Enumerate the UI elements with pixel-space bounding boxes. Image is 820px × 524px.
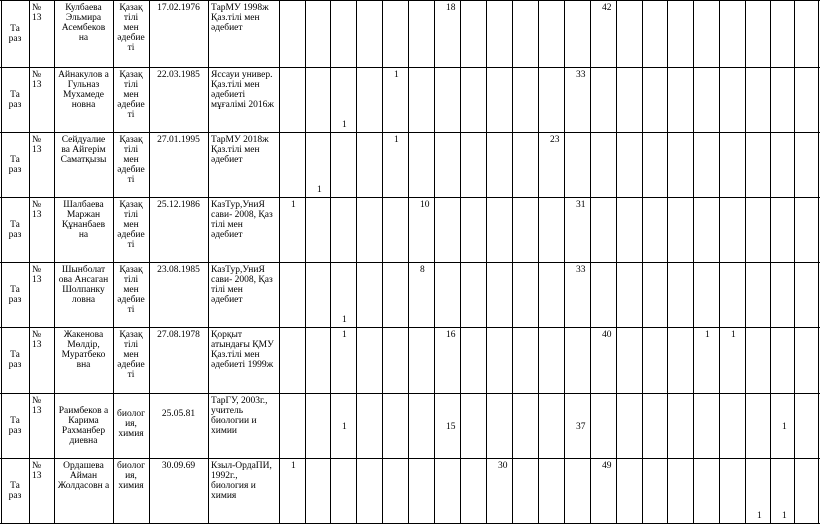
birth-date: 17.02.1976 (157, 3, 200, 13)
score-value: 1 (394, 135, 399, 145)
score-value: 1 (394, 70, 399, 80)
school-cell: № 13 (32, 461, 42, 481)
score-value: 49 (602, 461, 612, 471)
education-cell: ТарМУ 1998ж Қаз.тілі мен әдебиет (211, 3, 269, 33)
city-cell: Та раз (8, 350, 22, 370)
school-cell: № 13 (32, 200, 42, 220)
school-cell: № 13 (32, 135, 42, 155)
teacher-name: Ордашева Айман Жолдасовн а (57, 461, 110, 491)
subject-cell: биолог ия, химия (117, 461, 145, 491)
birth-date: 25.05.81 (161, 409, 196, 419)
school-cell: № 13 (32, 330, 42, 350)
teacher-name: Кулбаева Эльмира Асембеков на (61, 3, 106, 43)
score-value: 33 (576, 70, 586, 80)
score-value: 1 (782, 511, 787, 521)
score-value: 1 (342, 422, 347, 432)
score-value: 31 (576, 200, 586, 210)
city-cell: Та раз (8, 480, 22, 501)
teacher-name: Жакенова Мөлдір, Муратбеко вна (61, 330, 106, 370)
education-cell: ТарГУ, 2003г., учитель биологии и химии (211, 396, 268, 436)
education-cell: Қорқыт атындағы ҚМУ Қаз.тілі мен әдебиеті 1999ж (211, 330, 274, 370)
subject-cell: Қазақ тілі мен әдебие ті (117, 70, 145, 120)
teacher-name: Шынболат ова Ансаган Шолпанку ловна (58, 265, 109, 305)
school-cell: № 13 (32, 3, 42, 23)
subject-cell: Қазақ тілі мен әдебие ті (117, 330, 145, 380)
score-value: 16 (446, 330, 456, 340)
city-cell: Та раз (8, 154, 22, 175)
birth-date: 27.08.1978 (157, 330, 200, 340)
subject-cell: Қазақ тілі мен әдебие ті (117, 265, 145, 315)
city-cell: Та раз (8, 415, 22, 436)
school-cell: № 13 (32, 70, 42, 90)
score-value: 1 (291, 200, 296, 210)
teacher-name: Раимбеков а Карима Рахманбер диевна (58, 406, 109, 446)
teacher-name: Шалбаева Маржан Құнанбаев на (61, 200, 106, 240)
subject-cell: Қазақ тілі мен әдебие ті (117, 3, 145, 53)
score-value: 33 (576, 265, 586, 275)
score-value: 1 (342, 120, 347, 130)
score-value: 1 (757, 511, 762, 521)
score-value: 1 (731, 330, 736, 340)
education-cell: КазТур,УниЯ сави- 2008, Қаз тілі мен әдебиет (211, 200, 273, 240)
school-cell: № 13 (32, 265, 42, 285)
score-value: 15 (446, 422, 456, 432)
subject-cell: биолог ия, химия (117, 409, 145, 439)
education-cell: КазТур,УниЯ сави- 2008, Қаз тілі мен әдебиет (211, 265, 273, 305)
score-value: 1 (342, 315, 347, 325)
teacher-name: Сейдуалие ва Айгерім Саматқызы (60, 135, 107, 165)
school-cell: № 13 (32, 396, 42, 416)
score-value: 40 (602, 330, 612, 340)
score-value: 18 (446, 3, 456, 13)
city-cell: Та раз (8, 219, 22, 240)
score-value: 23 (550, 135, 560, 145)
score-value: 1 (342, 330, 347, 340)
city-cell: Та раз (8, 23, 22, 44)
education-cell: ТарМУ 2018ж Қаз.тілі мен әдебиет (211, 135, 269, 165)
birth-date: 27.01.1995 (157, 135, 200, 145)
birth-date: 25.12.1986 (157, 200, 200, 210)
score-value: 42 (602, 3, 612, 13)
birth-date: 23.08.1985 (157, 265, 200, 275)
score-value: 1 (705, 330, 710, 340)
score-value: 10 (420, 200, 430, 210)
education-cell: Кзыл-ОрдаПИ, 1992г., биология и химия (211, 461, 272, 501)
birth-date: 30.09.69 (161, 461, 196, 471)
education-cell: Яссауи универ. Қаз.тілі мен әдебиеті мұғалімі 2016ж (211, 70, 274, 110)
city-cell: Та раз (8, 89, 22, 110)
teacher-name: Айнакулов а Гульназ Мухамеде новна (58, 70, 109, 110)
score-value: 37 (576, 422, 586, 432)
score-value: 1 (317, 185, 322, 195)
score-value: 1 (782, 422, 787, 432)
subject-cell: Қазақ тілі мен әдебие ті (117, 200, 145, 250)
score-value: 8 (420, 265, 425, 275)
score-value: 30 (498, 461, 508, 471)
city-cell: Та раз (8, 284, 22, 305)
score-value: 1 (291, 461, 296, 471)
birth-date: 22.03.1985 (157, 70, 200, 80)
subject-cell: Қазақ тілі мен әдебие ті (117, 135, 145, 185)
